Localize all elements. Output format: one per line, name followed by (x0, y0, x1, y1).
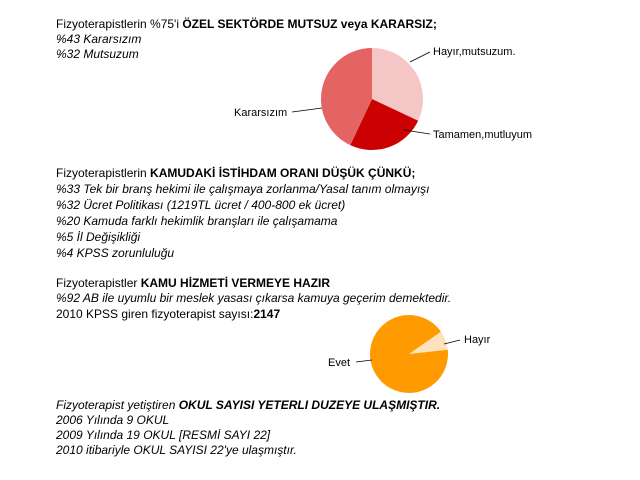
section2-heading-pre: Fizyoterapistlerin (56, 166, 151, 180)
pie1-leader-2 (292, 108, 322, 112)
kpss-count-label: 2010 KPSS giren fizyoterapist sayısı: (56, 307, 254, 321)
section3-heading-pre: Fizyoterapistler (56, 276, 141, 290)
section4-line-1: 2006 Yılında 9 OKUL (56, 413, 170, 427)
section1-line-1: %43 Kararsızım (56, 32, 142, 46)
pie1-leader-0 (410, 52, 430, 62)
kpss-count-value: 2147 (253, 307, 281, 321)
section4-heading-bold: OKUL SAYISI YETERLI DUZEYE ULAŞMIŞTIR. (178, 398, 441, 412)
section2-line-5: %4 KPSS zorunluluğu (56, 246, 175, 260)
section1-line-2: %32 Mutsuzum (56, 47, 139, 61)
section3-heading-bold: KAMU HİZMETİ VERMEYE HAZIR (140, 276, 331, 290)
section2-line-4: %5 İl Değişikliği (56, 230, 141, 244)
pie2-leader-1 (356, 360, 372, 362)
pie1-label-hayir: Hayır,mutsuzum. (433, 46, 516, 58)
pie2-label-evet: Evet (328, 357, 351, 369)
pie1-label-tamamen: Tamamen,mutluyum (433, 129, 533, 141)
section4-heading-pre: Fizyoterapist yetiştiren (56, 398, 179, 412)
pie2-label-hayir: Hayır (464, 334, 491, 346)
section3-line-1: %92 AB ile uyumlu bir meslek yasası çıkarsa kamuya geçerim demektedir. (56, 291, 452, 305)
section2-heading-bold: KAMUDAKİ İSTİHDAM ORANI DÜŞÜK ÇÜNKÜ; (150, 166, 416, 180)
section4-line-3: 2010 itibariyle OKUL SAYISI 22'ye ulaşmıştır. (56, 443, 297, 457)
section4-line-2: 2009 Yılında 19 OKUL [RESMİ SAYI 22] (56, 428, 271, 442)
pie2-slice-1 (370, 315, 448, 393)
section1-heading-pre: Fizyoterapistlerin %75'i (56, 17, 183, 31)
section2-line-3: %20 Kamuda farklı hekimlik branşları ile çalışamama (56, 214, 338, 228)
section1-heading-bold: ÖZEL SEKTÖRDE MUTSUZ veya KARARSIZ; (182, 17, 437, 31)
section2-line-2: %32 Ücret Politikası (1219TL ücret / 400-800 ek ücret) (56, 198, 346, 212)
pie1-label-kararsizim: Kararsızım (234, 107, 288, 119)
section2-line-1: %33 Tek bir branş hekimi ile çalışmaya zorlanma/Yasal tanım olmayışı (56, 182, 430, 196)
pie2-leader-0 (444, 340, 460, 344)
